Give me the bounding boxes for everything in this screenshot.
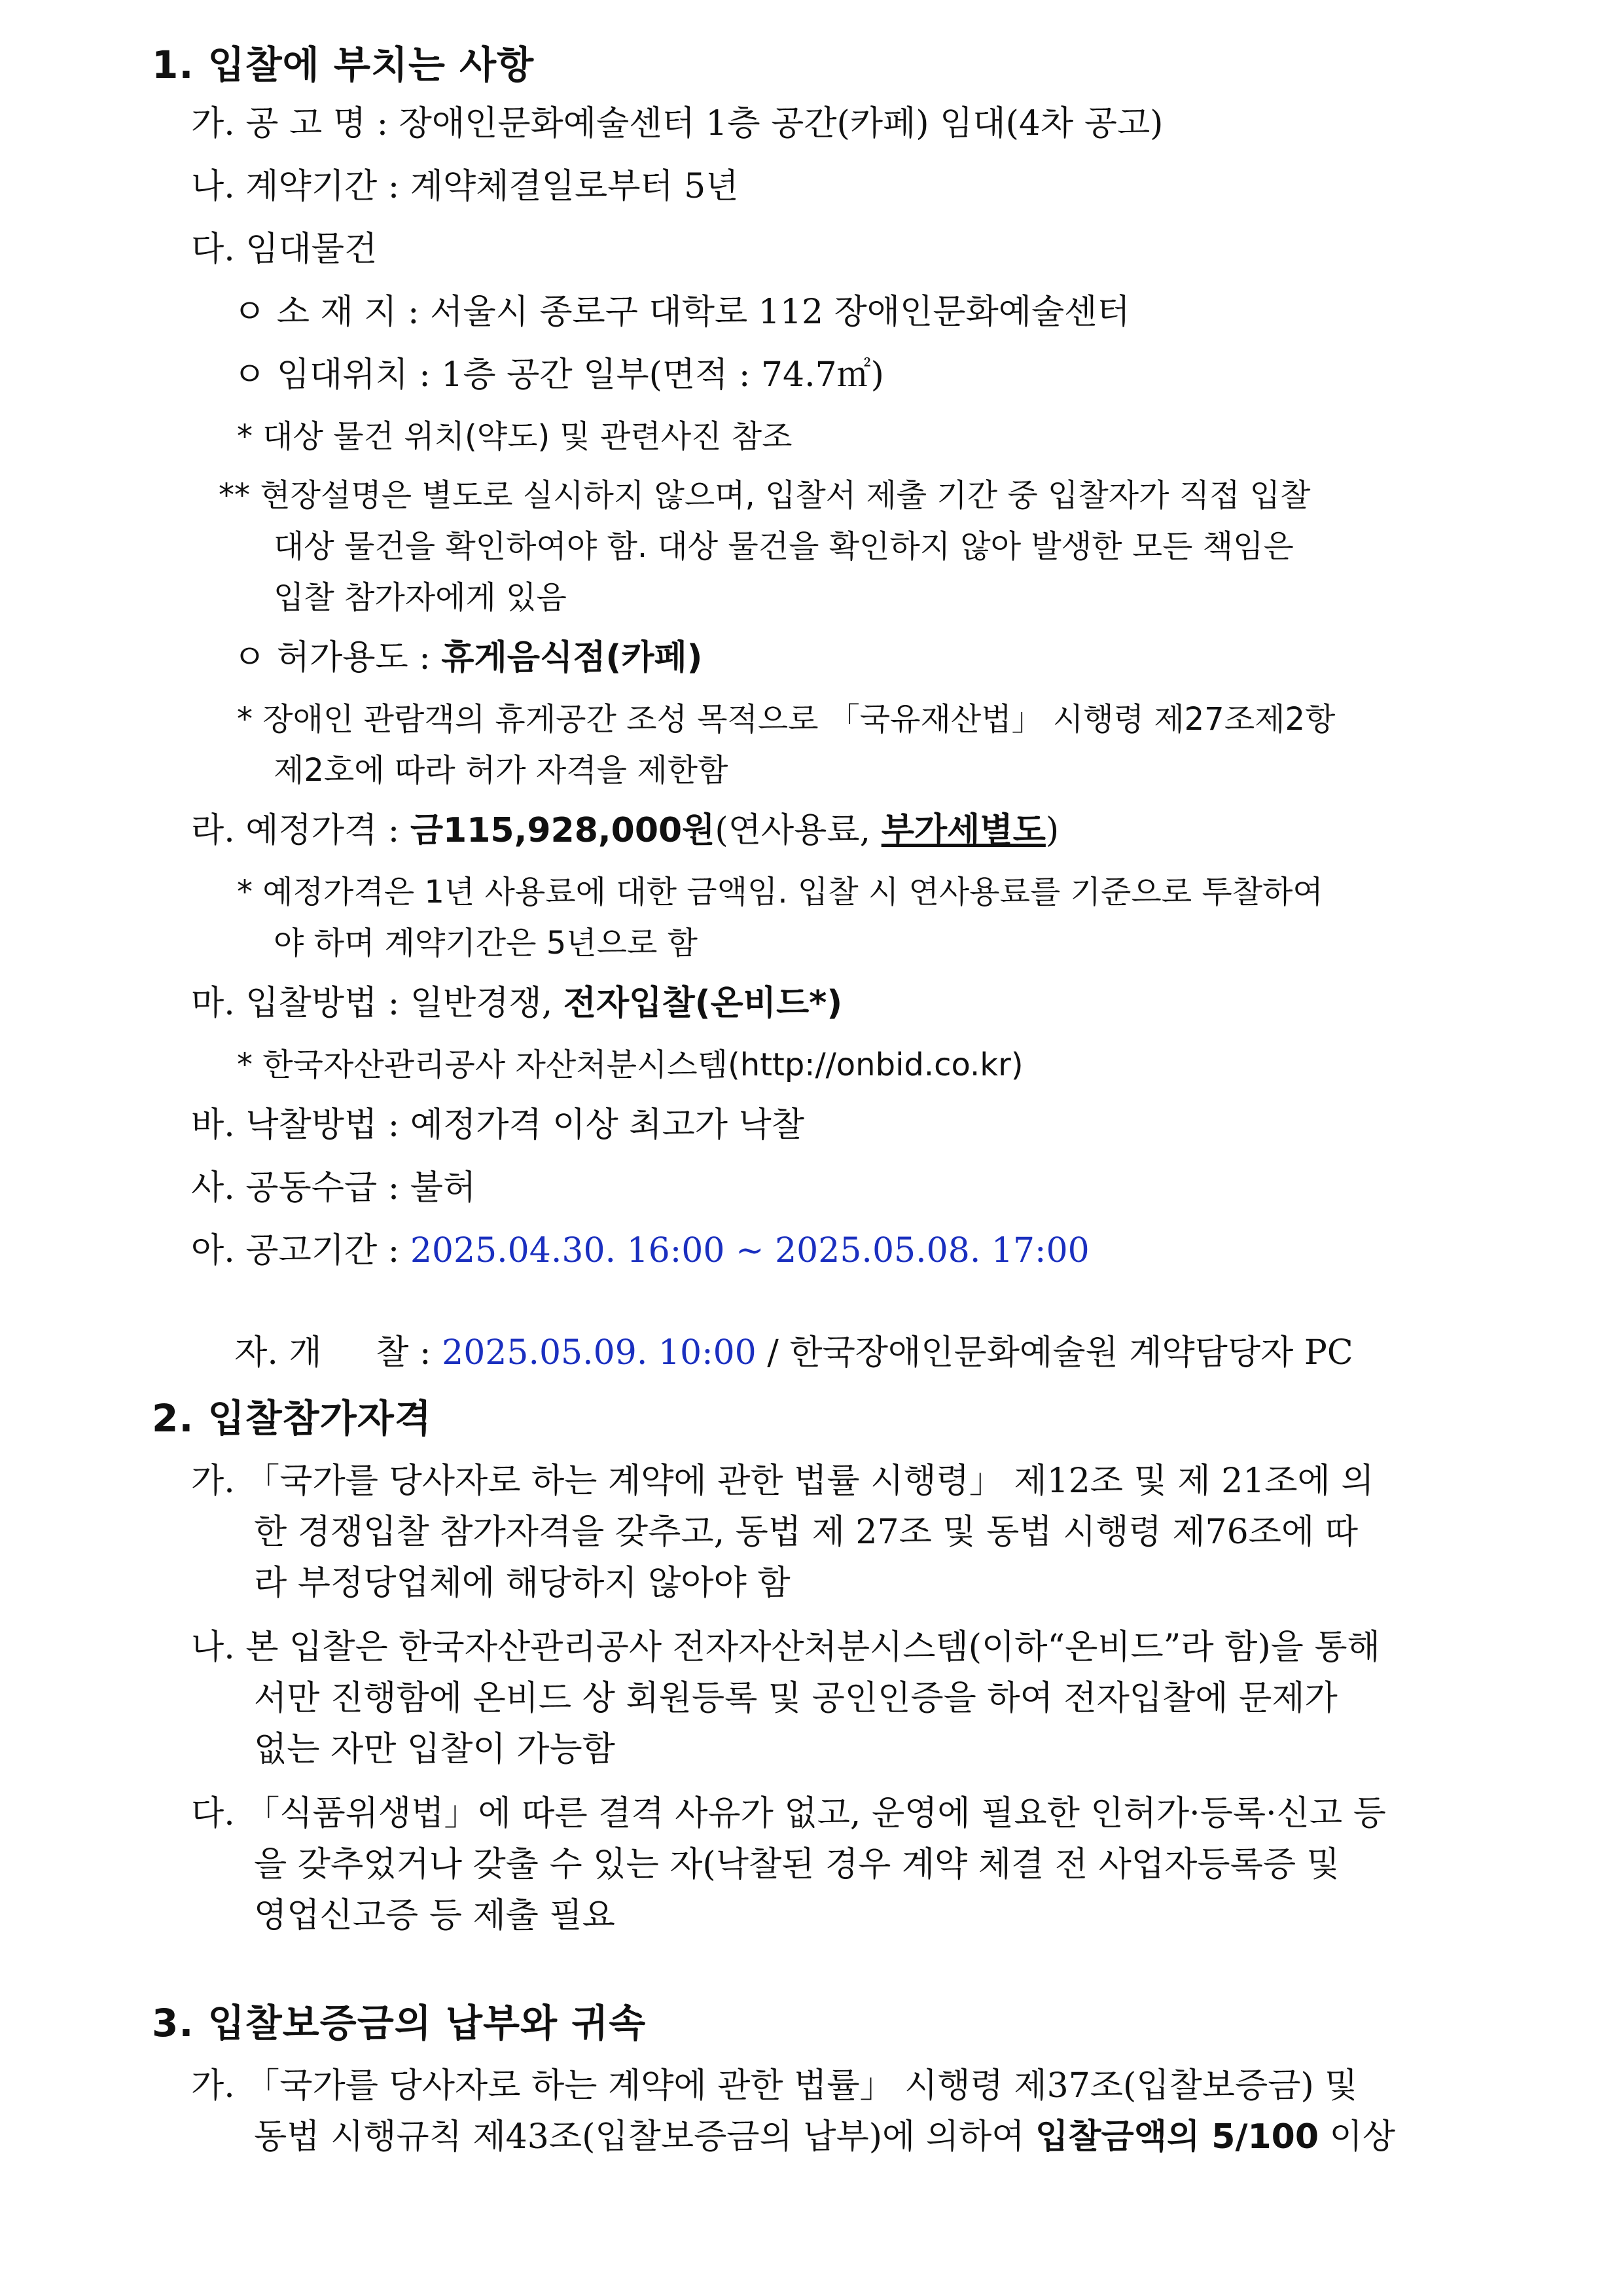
s1-i-prefix: 자. 개 찰 : bbox=[234, 1333, 442, 1372]
s1-item-d bbox=[191, 812, 1059, 851]
s1-e-prefix: 마. 입찰방법 : 일반경쟁, bbox=[191, 984, 563, 1023]
s1-d-mid: (연사용료, bbox=[715, 811, 882, 850]
section-2-title: 2. 입찰참가자격 bbox=[152, 1396, 432, 1441]
s1-d-price: 금115,928,000원 bbox=[410, 811, 715, 850]
s1-c2-note2-line1: ** 현장설명은 별도로 실시하지 않으며, 입찰서 제출 기간 중 입찰자가 직접 입찰 bbox=[219, 477, 1311, 514]
s3-a-line2 bbox=[254, 2118, 1395, 2157]
s1-c2-note2-line2: 대상 물건을 확인하여야 함. 대상 물건을 확인하지 않아 발생한 모든 책임은 bbox=[274, 528, 1294, 565]
s1-c3-prefix: ㅇ 허가용도 : bbox=[233, 638, 442, 677]
s1-item-f: 바. 낙찰방법 : 예정가격 이상 최고가 낙찰 bbox=[191, 1105, 804, 1145]
s3-a-line2-prefix: 동법 시행규칙 제43조(입찰보증금의 납부)에 의하여 bbox=[254, 2117, 1036, 2157]
s1-c2-note2-line3: 입찰 참가자에게 있음 bbox=[274, 579, 567, 616]
s1-i-suffix: / 한국장애인문화예술원 계약담당자 PC bbox=[756, 1333, 1353, 1372]
s1-e-method: 전자입찰(온비드*) bbox=[563, 984, 843, 1023]
s1-c3-note-line1: * 장애인 관람객의 휴게공간 조성 목적으로 「국유재산법」 시행령 제27조제2항 bbox=[237, 701, 1336, 738]
s1-h-period: 2025.04.30. 16:00 ~ 2025.05.08. 17:00 bbox=[410, 1231, 1090, 1270]
s1-i-datetime: 2025.05.09. 10:00 bbox=[442, 1333, 757, 1372]
s1-d-prefix: 라. 예정가격 : bbox=[191, 811, 410, 850]
s2-c-line3: 영업신고증 등 제출 필요 bbox=[254, 1896, 615, 1935]
s1-item-b: 나. 계약기간 : 계약체결일로부터 5년 bbox=[191, 167, 739, 206]
s3-a-line2-end: 이상 bbox=[1319, 2117, 1396, 2157]
s3-a-deposit-rate: 입찰금액의 5/100 bbox=[1035, 2117, 1319, 2157]
s2-a-line3: 라 부정당업체에 해당하지 않아야 함 bbox=[254, 1564, 791, 1603]
s3-a-line1: 가. 「국가를 당사자로 하는 계약에 관한 법률」 시행령 제37조(입찰보증금) 및 bbox=[191, 2066, 1358, 2106]
s1-item-e bbox=[191, 984, 842, 1024]
s1-item-h bbox=[191, 1232, 1090, 1271]
section-3-title: 3. 입찰보증금의 납부와 귀속 bbox=[152, 2001, 647, 2045]
s2-a-line1: 가. 「국가를 당사자로 하는 계약에 관한 법률 시행령」 제12조 및 제 21조에 의 bbox=[191, 1462, 1374, 1501]
s2-b-line2: 서만 진행함에 온비드 상 회원등록 및 공인인증을 하여 전자입찰에 문제가 bbox=[254, 1679, 1338, 1718]
s2-b-line3: 없는 자만 입찰이 가능함 bbox=[254, 1730, 615, 1769]
s1-item-a: 가. 공 고 명 : 장애인문화예술센터 1층 공간(카페) 임대(4차 공고) bbox=[191, 104, 1164, 143]
s1-item-g: 사. 공동수급 : 불허 bbox=[191, 1168, 476, 1208]
s1-d-end: ) bbox=[1045, 811, 1060, 850]
s2-c-line2: 을 갖추었거나 갖출 수 있는 자(낙찰된 경우 계약 체결 전 사업자등록증 및 bbox=[254, 1845, 1340, 1884]
s1-d-vat: 부가세별도 bbox=[881, 811, 1046, 850]
s1-d-note-line2: 야 하며 계약기간은 5년으로 함 bbox=[274, 925, 698, 961]
s1-item-c1: ㅇ 소 재 지 : 서울시 종로구 대학로 112 장애인문화예술센터 bbox=[233, 293, 1130, 332]
section-1-title: 1. 입찰에 부치는 사항 bbox=[152, 43, 535, 87]
s1-d-note-line1: * 예정가격은 1년 사용료에 대한 금액임. 입찰 시 연사용료를 기준으로 투찰하여 bbox=[237, 874, 1323, 910]
s1-e-note: * 한국자산관리공사 자산처분시스템(http://onbid.co.kr) bbox=[237, 1047, 1024, 1083]
s1-h-prefix: 아. 공고기간 : bbox=[191, 1231, 410, 1270]
s1-item-c2: ㅇ 임대위치 : 1층 공간 일부(면적 : 74.7㎡) bbox=[233, 355, 884, 395]
s1-item-c: 다. 임대물건 bbox=[191, 230, 378, 269]
s1-c2-note: * 대상 물건 위치(약도) 및 관련사진 참조 bbox=[237, 418, 793, 455]
s2-b-line1: 나. 본 입찰은 한국자산관리공사 전자자산처분시스템(이하“온비드”라 함)을 통해 bbox=[191, 1628, 1380, 1667]
s2-c-line1: 다. 「식품위생법」에 따른 결격 사유가 없고, 운영에 필요한 인허가·등록·신고 등 bbox=[191, 1794, 1386, 1833]
s1-c3-use: 휴게음식점(카페) bbox=[441, 638, 703, 677]
s2-a-line2: 한 경쟁입찰 참가자격을 갖추고, 동법 제 27조 및 동법 시행령 제76조에 따 bbox=[254, 1513, 1358, 1552]
s1-c3-note-line2: 제2호에 따라 허가 자격을 제한함 bbox=[274, 752, 728, 789]
s1-item-c3 bbox=[233, 639, 702, 678]
